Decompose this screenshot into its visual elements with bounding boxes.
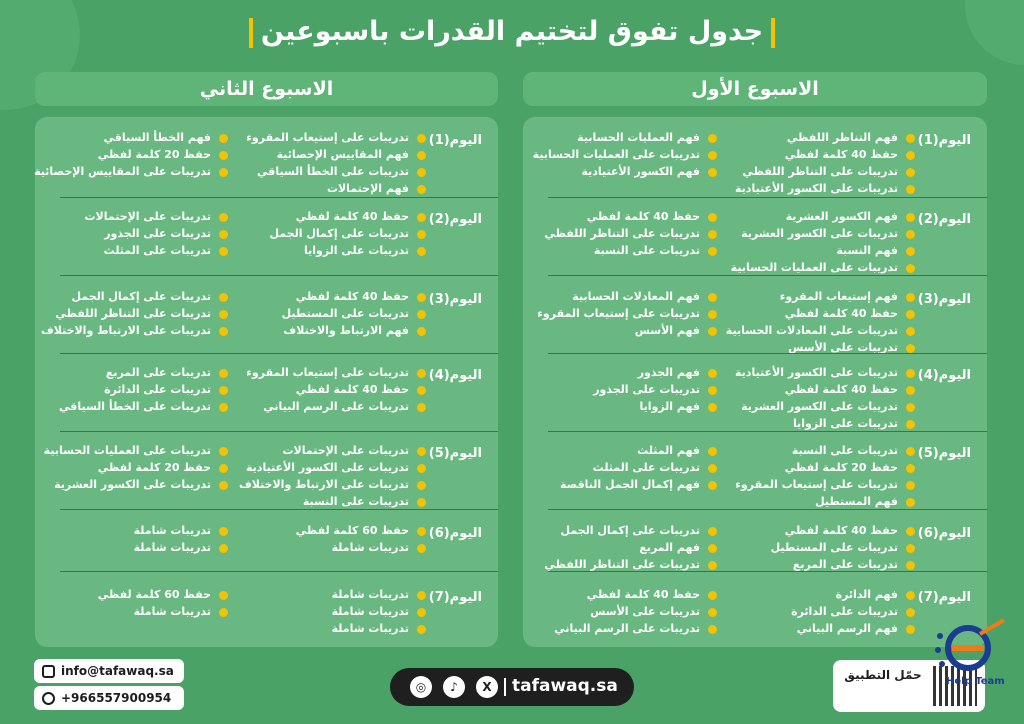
task-text: فهم الأسس	[634, 324, 700, 337]
task-item	[0, 539, 228, 556]
task-text: فهم الارتباط والاختلاف	[283, 324, 409, 337]
task-text: تدريبات على الكسور العشرية	[54, 478, 211, 491]
task-text: تدريبات على الارتباط والاختلاف	[238, 478, 409, 491]
day-label: اليوم(4)	[428, 368, 482, 383]
bullet-icon	[417, 230, 426, 239]
task-text: تدريبات على الدائرة	[791, 605, 898, 618]
task-text: فهم الخطأ السياقي	[103, 131, 211, 144]
bullet-icon	[708, 481, 717, 490]
bullet-icon	[417, 327, 426, 336]
task-text: تدريبات على الرسم البياني	[263, 400, 409, 413]
bullet-icon	[906, 185, 915, 194]
task-text: تدريبات على المربع	[105, 366, 211, 379]
task-text: تدريبات على الكسور العشرية	[741, 227, 898, 240]
task-text: فهم المعادلات الحسابية	[572, 290, 700, 303]
envelope-icon	[42, 665, 55, 678]
task-text: فهم الإحتمالات	[326, 182, 409, 195]
bullet-icon	[219, 168, 228, 177]
task-text: حفظ 40 كلمة لفظي	[295, 290, 409, 303]
task-text: تدريبات شاملة	[331, 622, 409, 635]
task-text: تدريبات على الارتباط والاختلاف	[40, 324, 211, 337]
bullet-icon	[708, 327, 717, 336]
week-1-title: الاسبوع الأول	[691, 78, 819, 100]
day-row-1	[523, 117, 987, 197]
task-item	[0, 242, 228, 259]
task-text: تدريبات على المربع	[792, 558, 898, 571]
task-text: فهم المربع	[639, 541, 700, 554]
bullet-icon	[219, 544, 228, 553]
task-text: فهم الكسور الأعتيادية	[581, 165, 700, 178]
bullet-icon	[417, 247, 426, 256]
task-item	[477, 225, 717, 242]
day-list-2	[477, 586, 717, 637]
task-text: فهم الزوايا	[639, 400, 700, 413]
task-item	[477, 381, 717, 398]
task-text: حفظ 40 كلمة لفظي	[784, 383, 898, 396]
day-label: اليوم(7)	[428, 590, 482, 605]
bullet-icon	[906, 498, 915, 507]
task-item	[0, 459, 228, 476]
title-accent-bar-left	[249, 18, 253, 48]
day-row-7	[548, 571, 987, 648]
task-text: فهم الكسور العشرية	[785, 210, 898, 223]
task-item	[0, 476, 228, 493]
task-text: تدريبات على إكمال الجمل	[71, 290, 211, 303]
bullet-icon	[906, 247, 915, 256]
task-item	[477, 398, 717, 415]
task-item	[0, 398, 228, 415]
bullet-icon	[417, 544, 426, 553]
task-text: فهم النسبة	[836, 244, 898, 257]
bullet-icon	[708, 403, 717, 412]
day-label: اليوم(2)	[428, 212, 482, 227]
bullet-icon	[417, 498, 426, 507]
task-text: حفظ 40 كلمة لفظي	[586, 210, 700, 223]
task-item	[477, 288, 717, 305]
task-text: تدريبات على النسبة	[593, 244, 700, 257]
task-item	[0, 146, 228, 163]
task-text: حفظ 40 كلمة لفظي	[784, 148, 898, 161]
task-text: تدريبات على العمليات الحسابية	[43, 444, 211, 457]
bullet-icon	[708, 230, 717, 239]
day-label: اليوم(1)	[917, 133, 971, 148]
bullet-icon	[906, 420, 915, 429]
day-row-2	[60, 197, 498, 276]
bullet-icon	[417, 134, 426, 143]
task-text: فهم العمليات الحسابية	[577, 131, 700, 144]
bullet-icon	[906, 327, 915, 336]
day-list-2	[477, 288, 717, 339]
task-text: حفظ 20 كلمة لفظي	[97, 148, 211, 161]
task-text: تدريبات على النسبة	[302, 495, 409, 508]
bullet-icon	[708, 310, 717, 319]
task-text: تدريبات على الزوايا	[792, 417, 898, 430]
task-text: تدريبات على التناظر اللفظي	[55, 307, 211, 320]
task-item	[0, 364, 228, 381]
bullet-icon	[906, 544, 915, 553]
bullet-icon	[417, 386, 426, 395]
day-list-2	[477, 364, 717, 415]
week-2-title: الاسبوع الثاني	[199, 78, 334, 100]
task-text: تدريبات على الجذور	[104, 227, 211, 240]
task-text: تدريبات على الإحتمالات	[282, 444, 409, 457]
day-row-3	[537, 275, 987, 354]
bullet-icon	[906, 344, 915, 353]
task-text: تدريبات على المستطيل	[281, 307, 409, 320]
task-text: فهم الدائرة	[835, 588, 898, 601]
bullet-icon	[219, 403, 228, 412]
task-text: فهم الرسم البياني	[796, 622, 898, 635]
day-list-2	[0, 288, 228, 339]
task-text: حفظ 40 كلمة لفظي	[295, 210, 409, 223]
task-text: حفظ 40 كلمة لفظي	[586, 588, 700, 601]
bullet-icon	[219, 213, 228, 222]
task-item	[675, 493, 915, 510]
bullet-icon	[219, 134, 228, 143]
day-label: اليوم(6)	[917, 526, 971, 541]
bullet-icon	[219, 447, 228, 456]
week-1-panel	[523, 117, 987, 647]
bullet-icon	[906, 625, 915, 634]
task-item	[186, 620, 426, 637]
bullet-icon	[417, 310, 426, 319]
task-text: تدريبات على إستيعاب المقروء	[246, 366, 409, 379]
bullet-icon	[906, 447, 915, 456]
task-text: تدريبات على الجذور	[593, 383, 700, 396]
task-item	[477, 476, 717, 493]
week-2-panel	[35, 117, 498, 647]
task-text: تدريبات على الكسور الأعتيادية	[735, 366, 898, 379]
bullet-icon	[417, 591, 426, 600]
day-row-3	[40, 275, 498, 354]
bullet-icon	[906, 403, 915, 412]
task-item	[477, 586, 717, 603]
bullet-icon	[219, 527, 228, 536]
day-row-4	[548, 353, 987, 432]
bullet-icon	[219, 386, 228, 395]
bullet-icon	[417, 293, 426, 302]
task-text: تدريبات شاملة	[133, 541, 211, 554]
day-label: اليوم(5)	[428, 446, 482, 461]
task-item	[477, 305, 717, 322]
day-label: اليوم(1)	[428, 133, 482, 148]
task-text: تدريبات على العمليات الحسابية	[532, 148, 700, 161]
task-text: تدريبات على الدائرة	[104, 383, 211, 396]
title-accent-bar-right	[771, 18, 775, 48]
task-item	[0, 208, 228, 225]
task-text: تدريبات على إستيعاب المقروء	[246, 131, 409, 144]
task-text: تدريبات على إستيعاب المقروء	[537, 307, 700, 320]
task-text: تدريبات على إستيعاب المقروء	[735, 478, 898, 491]
week-1-header	[523, 72, 987, 106]
task-item	[0, 586, 228, 603]
page-title	[0, 16, 1024, 48]
task-text: فهم إستيعاب المقروء	[779, 290, 898, 303]
bullet-icon	[219, 608, 228, 617]
bullet-icon	[906, 369, 915, 378]
day-row-7	[60, 571, 498, 648]
bullet-icon	[906, 230, 915, 239]
bullet-icon	[417, 369, 426, 378]
task-text: فهم المثلث	[637, 444, 700, 457]
bullet-icon	[708, 608, 717, 617]
task-item	[675, 259, 915, 276]
bullet-icon	[708, 168, 717, 177]
task-item	[477, 146, 717, 163]
bullet-icon	[906, 134, 915, 143]
bullet-icon	[708, 447, 717, 456]
bullet-icon	[219, 591, 228, 600]
task-text: تدريبات على الكسور الأعتيادية	[735, 182, 898, 195]
bullet-icon	[906, 527, 915, 536]
task-item	[0, 225, 228, 242]
task-item	[477, 442, 717, 459]
day-label: اليوم(4)	[917, 368, 971, 383]
task-item	[0, 288, 228, 305]
task-text: تدريبات شاملة	[133, 605, 211, 618]
task-text: تدريبات على النسبة	[791, 444, 898, 457]
bullet-icon	[906, 481, 915, 490]
day-label: اليوم(7)	[917, 590, 971, 605]
day-label: اليوم(6)	[428, 526, 482, 541]
task-text: تدريبات شاملة	[331, 605, 409, 618]
task-item	[0, 442, 228, 459]
bullet-icon	[708, 213, 717, 222]
bullet-icon	[708, 151, 717, 160]
download-app-label: حمّل التطبيق	[844, 668, 922, 682]
day-list-2	[0, 586, 228, 620]
task-text: فهم إكمال الجمل الناقصة	[559, 478, 700, 491]
bullet-icon	[219, 230, 228, 239]
bullet-icon	[708, 527, 717, 536]
task-text: تدريبات على التناظر اللفظي	[742, 165, 898, 178]
task-text: فهم التناظر اللفظي	[786, 131, 898, 144]
day-list-2	[0, 522, 228, 556]
day-row-6	[544, 509, 987, 572]
tiktok-icon[interactable]: ♪	[443, 676, 465, 698]
day-list-2	[0, 208, 228, 259]
task-item	[0, 129, 228, 146]
bullet-icon	[417, 625, 426, 634]
task-item	[0, 603, 228, 620]
day-list-2	[477, 208, 717, 259]
task-item	[0, 381, 228, 398]
task-text: تدريبات على التناظر اللفظي	[544, 558, 700, 571]
bullet-icon	[219, 481, 228, 490]
bullet-icon	[708, 247, 717, 256]
bullet-icon	[906, 464, 915, 473]
task-item	[186, 180, 426, 197]
bullet-icon	[906, 293, 915, 302]
task-item	[477, 539, 717, 556]
task-text: حفظ 20 كلمة لفظي	[784, 461, 898, 474]
whatsapp-icon	[42, 692, 55, 705]
bullet-icon	[708, 591, 717, 600]
page-title-text: جدول تفوق لتختيم القدرات باسبوعين	[260, 16, 764, 47]
bullet-icon	[417, 403, 426, 412]
bullet-icon	[708, 464, 717, 473]
day-list-2	[0, 442, 228, 493]
day-row-5	[43, 431, 498, 510]
task-text: حفظ 40 كلمة لفظي	[784, 524, 898, 537]
bullet-icon	[708, 544, 717, 553]
task-item	[675, 415, 915, 432]
task-text: تدريبات على المقاييس الإحصائية	[34, 165, 211, 178]
bullet-icon	[219, 369, 228, 378]
day-row-1	[35, 117, 498, 197]
task-text: تدريبات على المثلث	[592, 461, 700, 474]
phone-contact[interactable]	[34, 686, 184, 710]
day-row-2	[544, 197, 987, 276]
day-list-2	[0, 129, 228, 180]
task-item	[477, 364, 717, 381]
bullet-icon	[417, 464, 426, 473]
task-item	[477, 322, 717, 339]
email-contact[interactable]	[34, 659, 184, 683]
bullet-icon	[708, 293, 717, 302]
social-bar	[390, 668, 634, 706]
bullet-icon	[708, 561, 717, 570]
task-item	[477, 208, 717, 225]
bullet-icon	[417, 185, 426, 194]
task-item	[477, 459, 717, 476]
bullet-icon	[417, 168, 426, 177]
task-text: حفظ 20 كلمة لفظي	[97, 461, 211, 474]
bullet-icon	[219, 310, 228, 319]
task-text: تدريبات على إكمال الجمل	[269, 227, 409, 240]
bullet-icon	[906, 591, 915, 600]
bullet-icon	[219, 151, 228, 160]
bullet-icon	[906, 310, 915, 319]
bullet-icon	[219, 464, 228, 473]
social-handle[interactable]: tafawaq.sa	[512, 676, 618, 696]
task-text: تدريبات على المعادلات الحسابية	[725, 324, 898, 337]
day-list-2	[477, 522, 717, 573]
day-label: اليوم(3)	[917, 292, 971, 307]
task-item	[477, 129, 717, 146]
day-list-2	[477, 129, 717, 180]
task-item	[186, 493, 426, 510]
task-text: تدريبات على المثلث	[103, 244, 211, 257]
task-text: تدريبات على الأسس	[590, 605, 700, 618]
task-text: تدريبات على المستطيل	[770, 541, 898, 554]
day-label: اليوم(5)	[917, 446, 971, 461]
bullet-icon	[417, 151, 426, 160]
watermark-text: Help Team	[946, 676, 1005, 687]
bullet-icon	[906, 608, 915, 617]
day-row-4	[60, 353, 498, 432]
bullet-icon	[906, 386, 915, 395]
day-list-2	[0, 364, 228, 415]
task-text: تدريبات شاملة	[133, 524, 211, 537]
task-text: تدريبات على الكسور الأعتيادية	[246, 461, 409, 474]
task-text: تدريبات على الخطأ السياقي	[257, 165, 409, 178]
task-text: تدريبات على الأسس	[788, 341, 898, 354]
bullet-icon	[219, 247, 228, 256]
bullet-icon	[417, 608, 426, 617]
social-divider	[504, 678, 506, 696]
task-text: حفظ 60 كلمة لفظي	[295, 524, 409, 537]
bullet-icon	[708, 134, 717, 143]
day-row-5	[548, 431, 987, 510]
task-item	[477, 242, 717, 259]
task-item	[477, 522, 717, 539]
bullet-icon	[417, 447, 426, 456]
email-text: info@tafawaq.sa	[61, 664, 174, 678]
task-text: فهم المقاييس الإحصائية	[276, 148, 409, 161]
bullet-icon	[906, 151, 915, 160]
day-label: اليوم(3)	[428, 292, 482, 307]
day-row-6	[60, 509, 498, 572]
day-list-2	[477, 442, 717, 493]
task-text: فهم الجذور	[637, 366, 700, 379]
day-label: اليوم(2)	[917, 212, 971, 227]
task-text: تدريبات على التناظر اللفظي	[544, 227, 700, 240]
task-text: تدريبات شاملة	[331, 541, 409, 554]
task-item	[477, 620, 717, 637]
week-2-header	[35, 72, 498, 106]
task-text: حفظ 40 كلمة لفظي	[295, 383, 409, 396]
x-icon[interactable]: X	[476, 676, 498, 698]
bullet-icon	[708, 386, 717, 395]
bullet-icon	[219, 293, 228, 302]
instagram-icon[interactable]: ◎	[410, 676, 432, 698]
task-text: تدريبات على الرسم البياني	[554, 622, 700, 635]
task-item	[477, 163, 717, 180]
task-text: تدريبات على الزوايا	[303, 244, 409, 257]
bullet-icon	[906, 168, 915, 177]
task-item	[0, 163, 228, 180]
task-text: تدريبات على إكمال الجمل	[560, 524, 700, 537]
task-text: حفظ 40 كلمة لفظي	[784, 307, 898, 320]
task-text: فهم المستطيل	[815, 495, 898, 508]
task-text: تدريبات شاملة	[331, 588, 409, 601]
task-item	[675, 180, 915, 197]
task-item	[0, 322, 228, 339]
task-text: تدريبات على العمليات الحسابية	[730, 261, 898, 274]
task-text: حفظ 60 كلمة لفظي	[97, 588, 211, 601]
bullet-icon	[708, 625, 717, 634]
bullet-icon	[906, 561, 915, 570]
task-item	[0, 305, 228, 322]
bullet-icon	[219, 327, 228, 336]
bullet-icon	[417, 527, 426, 536]
phone-text: +966557900954	[61, 691, 172, 705]
task-text: تدريبات على الخطأ السياقي	[59, 400, 211, 413]
task-text: تدريبات على الكسور العشرية	[741, 400, 898, 413]
task-item	[0, 522, 228, 539]
bullet-icon	[417, 481, 426, 490]
bullet-icon	[906, 213, 915, 222]
bullet-icon	[417, 213, 426, 222]
bullet-icon	[906, 264, 915, 273]
task-text: تدريبات على الإحتمالات	[84, 210, 211, 223]
task-item	[477, 603, 717, 620]
bullet-icon	[708, 369, 717, 378]
